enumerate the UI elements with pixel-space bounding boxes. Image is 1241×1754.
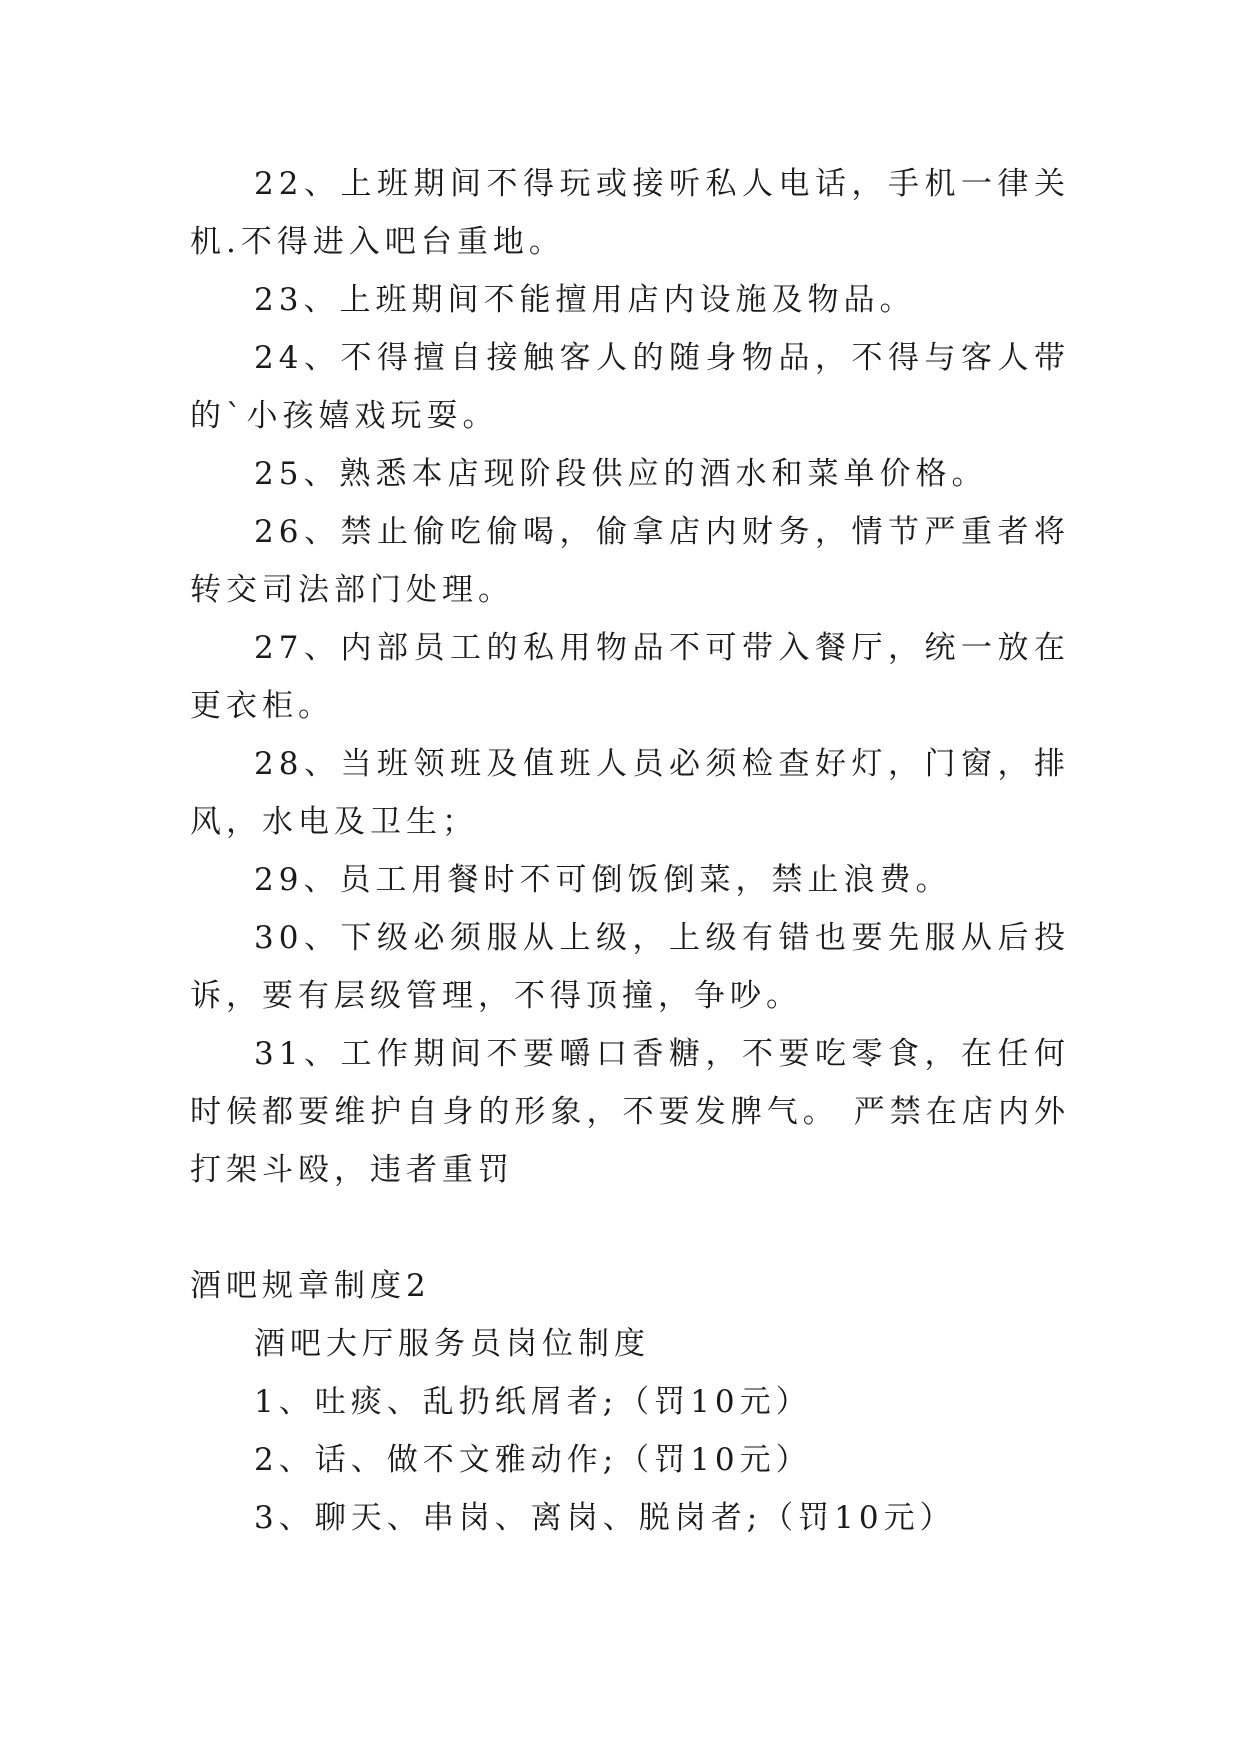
rule-30: 30、下级必须服从上级，上级有错也要先服从后投诉，要有层级管理，不得顶撞，争吵。 — [190, 920, 1070, 1014]
section-2-item-1: 1、吐痰、乱扔纸屑者;（罚10元） — [254, 1384, 812, 1420]
document-body — [190, 155, 1070, 1547]
section-gap — [190, 1199, 1070, 1257]
section-2-item-3: 3、聊天、串岗、离岗、脱岗者;（罚10元） — [254, 1500, 956, 1536]
rule-26: 26、禁止偷吃偷喝，偷拿店内财务，情节严重者将转交司法部门处理。 — [190, 514, 1070, 608]
rule-27: 27、内部员工的私用物品不可带入餐厅，统一放在更衣柜。 — [190, 630, 1070, 724]
rule-29: 29、员工用餐时不可倒饭倒菜，禁止浪费。 — [254, 862, 952, 898]
rule-28: 28、当班领班及值班人员必须检查好灯，门窗，排风，水电及卫生； — [190, 746, 1070, 840]
rule-23: 23、上班期间不能擅用店内设施及物品。 — [254, 282, 916, 318]
rule-25: 25、熟悉本店现阶段供应的酒水和菜单价格。 — [254, 456, 988, 492]
rule-24: 24、不得擅自接触客人的随身物品，不得与客人带的`小孩嬉戏玩耍。 — [190, 340, 1070, 434]
section-2-title: 酒吧规章制度2 — [190, 1268, 431, 1304]
rule-22: 22、上班期间不得玩或接听私人电话，手机一律关机.不得进入吧台重地。 — [190, 166, 1070, 260]
section-2-subtitle: 酒吧大厅服务员岗位制度 — [254, 1326, 650, 1362]
section-2-item-2: 2、话、做不文雅动作;（罚10元） — [254, 1442, 812, 1478]
rule-31: 31、工作期间不要嚼口香糖，不要吃零食，在任何时候都要维护自身的形象，不要发脾气。 严禁在店内外打架斗殴，违者重罚 — [190, 1036, 1070, 1188]
